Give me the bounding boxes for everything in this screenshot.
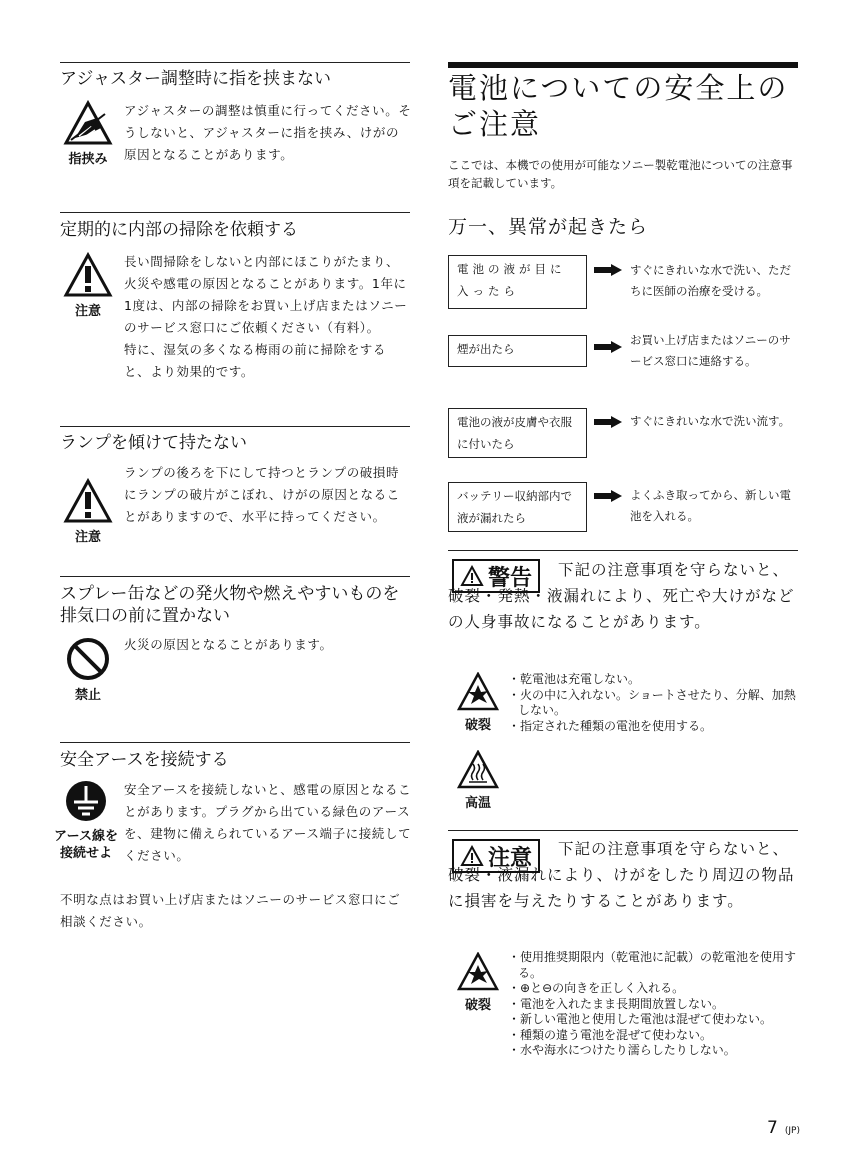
section-rule: [60, 212, 410, 213]
section-body: 安全アースを接続しないと、感電の原因となることがあります。プラグから出ている緑色のアースを、建物に備えられているアース端子に接続してください。: [124, 782, 412, 863]
icon-label: 高温: [464, 796, 491, 811]
caution-icon: [63, 478, 113, 524]
condition-box: バッテリー収納部内で液が漏れたら: [448, 482, 587, 532]
arrow-right-icon: [594, 490, 622, 502]
pinch-hazard-block: [58, 100, 118, 168]
list-item: ・ 種類の違う電池を混ぜて使わない。: [508, 1028, 800, 1044]
action-text: お買い上げ店またはソニーのサービス窓口に連絡する。: [630, 333, 791, 368]
list-item: ・ 水や海水につけたり濡らしたりしない。: [508, 1043, 800, 1059]
caution-icon: [63, 252, 113, 298]
warning-label: 警告: [488, 565, 533, 591]
condition-box: 煙が出たら: [448, 335, 587, 367]
action-text: すぐにきれいな水で洗い流す。: [630, 414, 791, 428]
prohibited-icon: [65, 636, 111, 682]
list-item: ・ 使用推奨期限内（乾電池に記載）の乾電池を使用する。: [508, 950, 800, 981]
section-body: 長い間掃除をしないと内部にほこりがたまり、火災や感電の原因となることがあります。1年に1度は、内部の掃除をお買い上げ店またはソニーのサービス窓口にご依頼ください（有料）。 特に、湿気の多くなる梅雨の前に掃除をすると、より効果的です。: [124, 254, 408, 379]
condition-box: 電池の液が皮膚や衣服に付いたら: [448, 408, 587, 458]
section-body: ランプの後ろを下にして持つとランプの破損時にランプの破片がこぼれ、けがの原因となることがありますので、水平に持ってください。: [124, 465, 400, 524]
section-body: 火災の原因となることがあります。: [124, 637, 333, 652]
explosion-icon: [457, 672, 499, 712]
section-title: 定期的に内部の掃除を依頼する: [60, 220, 298, 240]
icon-label: 注意: [74, 304, 101, 319]
caution-block: [58, 252, 118, 320]
icon-label: 指挟み: [68, 152, 108, 167]
icon-label: 破裂: [464, 998, 491, 1013]
page-number: 7 (JP): [766, 1118, 800, 1138]
explosion-block: [448, 952, 508, 1014]
hot-block: [448, 750, 508, 812]
caution-lead: 下記の注意事項を守らないと、破裂・液漏れにより、けがをしたり周辺の物品に損害を与えたりすることがあります。: [448, 840, 795, 910]
action-text: よくふき取ってから、新しい電池を入れる。: [630, 488, 791, 523]
emergency-title: 万一、異常が起きたら: [448, 216, 649, 238]
title-bar: [448, 62, 798, 68]
icon-label: 破裂: [464, 718, 491, 733]
icon-label: 禁止: [74, 688, 101, 703]
list-item: ・ 指定された種類の電池を使用する。: [508, 719, 800, 735]
section-rule: [448, 550, 798, 551]
icon-label: アース線を 接続せよ: [54, 829, 118, 861]
warning-list: [508, 672, 800, 734]
footer-note: 不明な点はお買い上げ店またはソニーのサービス窓口にご相談ください。: [60, 892, 401, 929]
caution-block: [58, 478, 118, 546]
hot-surface-icon: [457, 750, 499, 790]
explosion-icon: [457, 952, 499, 992]
list-item: ・ 火の中に入れない。ショートさせたり、分解、加熱しない。: [508, 688, 800, 719]
arrow-right-icon: [594, 341, 622, 353]
section-title: アジャスター調整時に指を挟まない: [60, 69, 331, 89]
list-item: ・ 乾電池は充電しない。: [508, 672, 800, 688]
warning-lead: 下記の注意事項を守らないと、破裂・発熱・液漏れにより、死亡や大けがなどの人身事故になることがあります。: [448, 561, 795, 631]
section-title: スプレー缶などの発火物や燃えやすいものを排気口の前に置かない: [60, 584, 400, 626]
section-title: 安全アースを接続する: [60, 750, 229, 770]
caution-list: [508, 950, 800, 1059]
explosion-block: [448, 672, 508, 734]
section-rule: [60, 742, 410, 743]
list-item: ・ 新しい電池と使用した電池は混ぜて使わない。: [508, 1012, 800, 1028]
caution-label: 注意: [488, 845, 533, 871]
icon-label: 注意: [74, 530, 101, 545]
list-item: ・ 電池を入れたまま長期間放置しない。: [508, 997, 800, 1013]
section-rule: [60, 62, 410, 63]
arrow-right-icon: [594, 264, 622, 276]
list-item: ・ ⊕と⊖の向きを正しく入れる。: [508, 981, 800, 997]
section-rule: [60, 576, 410, 577]
condition-box: 電池の液が目に入ったら: [448, 255, 587, 309]
section-rule: [448, 830, 798, 831]
ground-icon: [65, 780, 107, 822]
section-title: ランプを傾けて持たない: [60, 433, 247, 453]
ground-block: [46, 780, 126, 862]
prohibited-block: [58, 636, 118, 704]
section-rule: [60, 426, 410, 427]
arrow-right-icon: [594, 416, 622, 428]
section-body: アジャスターの調整は慎重に行ってください。そうしないと、アジャスターに指を挟み、けがの原因となることがあります。: [124, 103, 412, 162]
page-title: 電池についての安全上のご注意: [448, 71, 789, 141]
pinch-icon: [63, 100, 113, 146]
action-text: すぐにきれいな水で洗い、ただちに医師の治療を受ける。: [630, 263, 791, 298]
intro-text: ここでは、本機での使用が可能なソニー製乾電池についての注意事項を記載しています。: [448, 158, 793, 190]
